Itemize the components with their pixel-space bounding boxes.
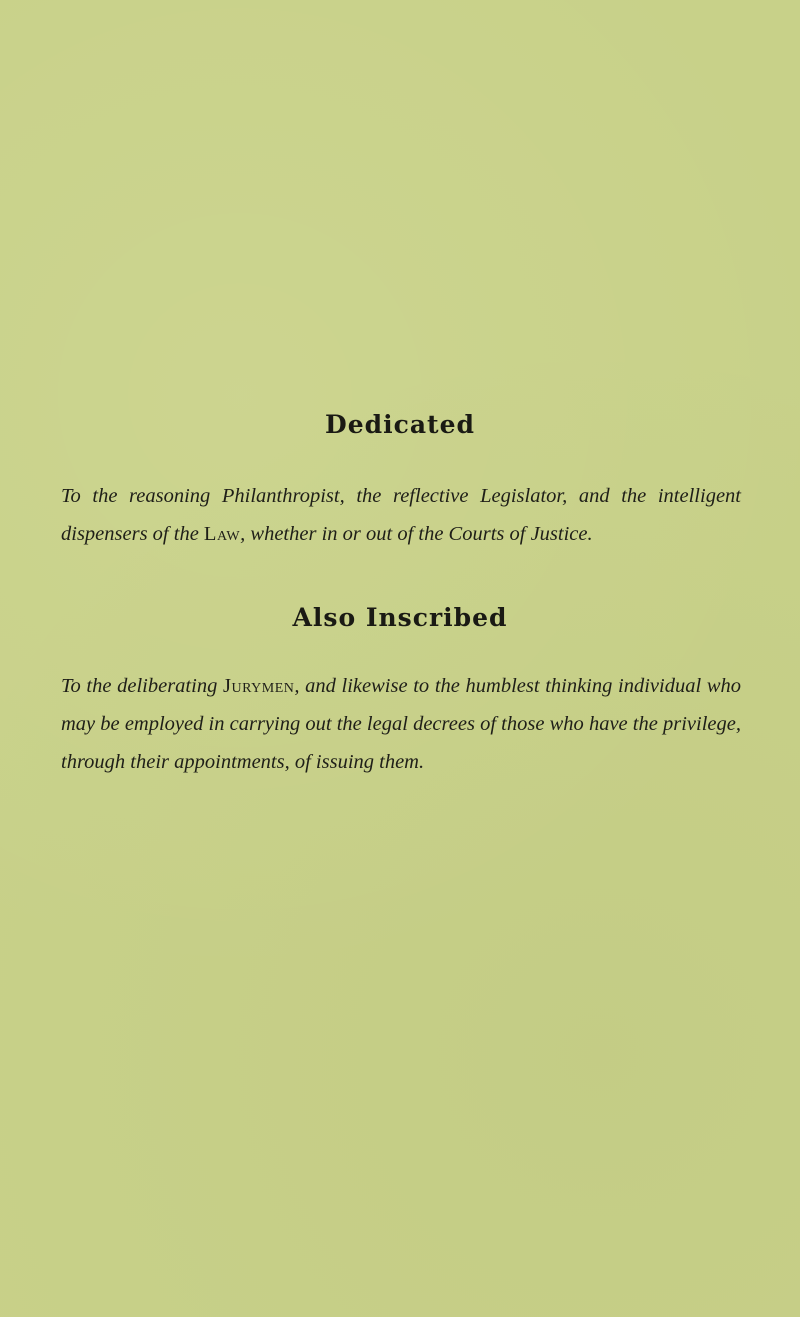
jurymen-small-caps: Jurymen bbox=[222, 675, 295, 697]
inscription-paragraph bbox=[61, 667, 741, 781]
law-small-caps: Law bbox=[203, 523, 241, 545]
inscription-text-part: , and likewise to the humblest thinking individual who may be employed in carrying out the legal decrees of those who have the privilege, through their appointments, of issuing them. bbox=[61, 675, 741, 773]
also-inscribed-heading: Also Inscribed bbox=[292, 603, 508, 632]
dedication-paragraph bbox=[61, 477, 741, 553]
dedicated-heading: Dedicated bbox=[325, 410, 475, 439]
inscription-text-part: To the deliberating bbox=[61, 675, 223, 697]
dedication-text-part: , whether in or out of the Courts of Justice. bbox=[240, 523, 593, 545]
dedication-text-part: To the reasoning Philanthropist, the reflective Legislator, and the intelligent dispensers of the bbox=[61, 485, 741, 545]
